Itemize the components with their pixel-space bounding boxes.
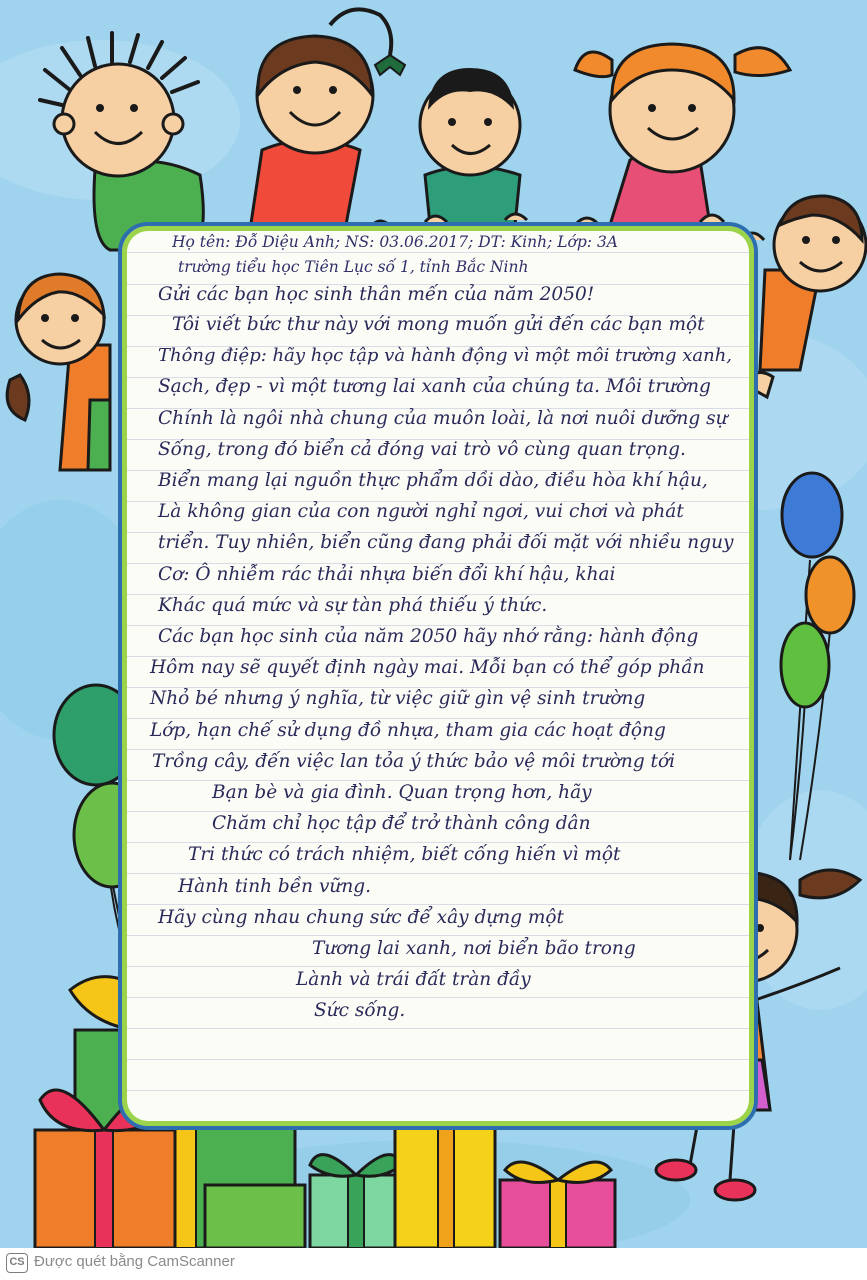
letter-body-line: Lớp, hạn chế sử dụng đồ nhựa, tham gia các hoạt động bbox=[150, 719, 666, 741]
scanner-caption: Được quét bằng CamScanner bbox=[34, 1253, 235, 1270]
letter-header-line-2: trường tiểu học Tiên Lục số 1, tỉnh Bắc Ninh bbox=[178, 258, 529, 276]
letter-body-line: Hôm nay sẽ quyết định ngày mai. Mỗi bạn có thể góp phần bbox=[150, 657, 705, 679]
letter-body-line: Tri thức có trách nhiệm, biết cống hiến vì một bbox=[188, 844, 621, 866]
letter-body-line: Các bạn học sinh của năm 2050 hãy nhớ rằng: hành động bbox=[158, 626, 699, 647]
camscanner-logo: CS bbox=[6, 1253, 28, 1273]
letter-body-line: Biển mang lại nguồn thực phẩm dồi dào, điều hòa khí hậu, bbox=[158, 470, 708, 491]
letter-body-line: Chăm chỉ học tập để trở thành công dân bbox=[212, 813, 591, 835]
letter-body-line: Nhỏ bé nhưng ý nghĩa, từ việc giữ gìn vệ sinh trường bbox=[150, 688, 646, 710]
letter-body-line: Lành và trái đất tràn đầy bbox=[296, 969, 531, 991]
letter-salutation: Gửi các bạn học sinh thân mến của năm 2050! bbox=[158, 284, 595, 305]
letter-body-line: Sức sống. bbox=[314, 1000, 406, 1022]
letter-body-line: Thông điệp: hãy học tập và hành động vì một môi trường xanh, bbox=[158, 345, 733, 367]
letter-body-line: Cơ: Ô nhiễm rác thải nhựa biến đổi khí hậu, khai bbox=[158, 563, 616, 585]
letter-body-line: Là không gian của con người nghỉ ngơi, vui chơi và phát bbox=[158, 501, 684, 523]
letter-body-line: Tôi viết bức thư này với mong muốn gửi đến các bạn một bbox=[172, 314, 705, 335]
letter-body-line: Tương lai xanh, nơi biển bão trong bbox=[312, 938, 636, 959]
letter-header-line-1: Họ tên: Đỗ Diệu Anh; NS: 03.06.2017; DT: Kinh; Lớp: 3A bbox=[172, 233, 618, 251]
letter-body-line: Chính là ngôi nhà chung của muôn loài, là nơi nuôi dưỡng sự bbox=[158, 407, 728, 429]
letter-body-line: Trồng cây, đến việc lan tỏa ý thức bảo vệ môi trường tới bbox=[152, 750, 676, 772]
letter-body-line: Sạch, đẹp - vì một tương lai xanh của chúng ta. Môi trường bbox=[158, 376, 711, 398]
letter-body-line: Sống, trong đó biển cả đóng vai trò vô cùng quan trọng. bbox=[158, 438, 686, 460]
letter-body-line: Hãy cùng nhau chung sức để xây dựng một bbox=[158, 906, 564, 928]
letter-body-line: triển. Tuy nhiên, biển cũng đang phải đối mặt với nhiều nguy bbox=[158, 532, 734, 554]
letter-body-line: Hành tinh bền vững. bbox=[178, 875, 371, 897]
scanner-footer bbox=[0, 1248, 867, 1280]
letter-body-line: Bạn bè và gia đình. Quan trọng hơn, hãy bbox=[212, 782, 592, 803]
letter-body-line: Khác quá mức và sự tàn phá thiếu ý thức. bbox=[158, 594, 548, 616]
